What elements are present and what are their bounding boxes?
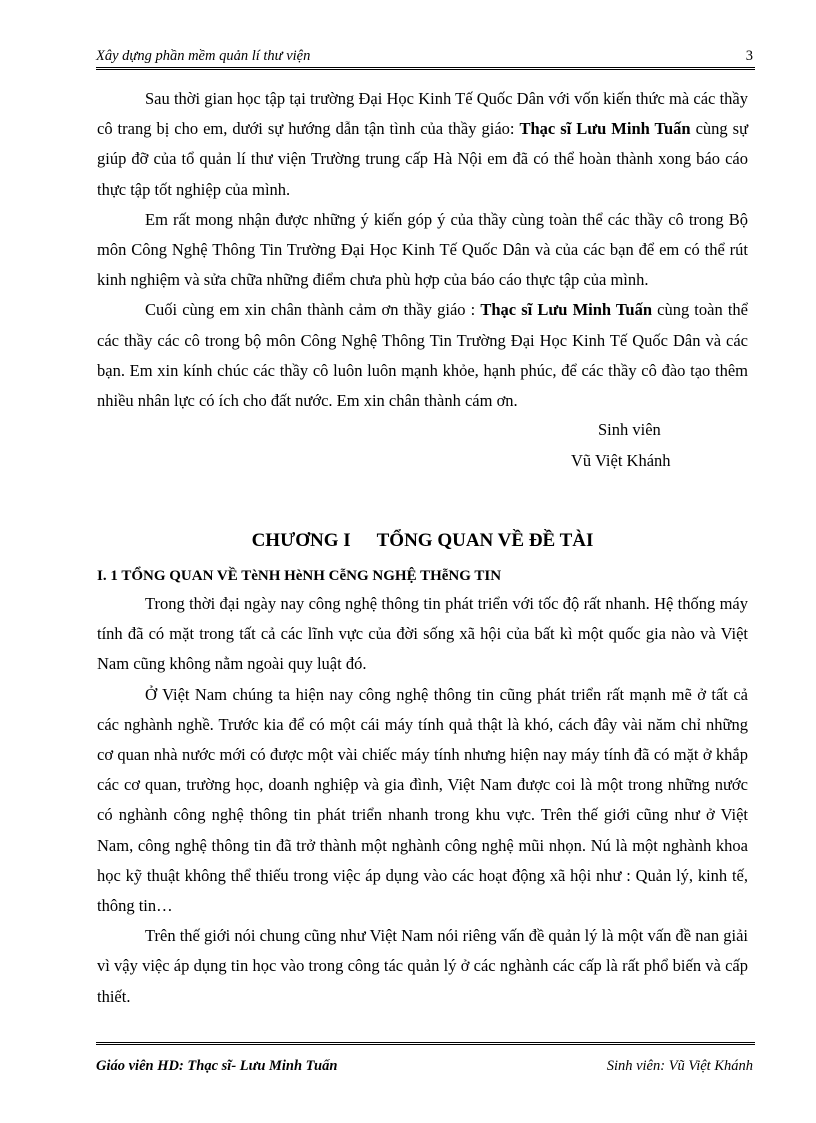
page-footer: [96, 1042, 755, 1082]
footer-student: Sinh viên: Vũ Việt Khánh: [606, 1058, 753, 1074]
acknowledgement-paragraph-1: [97, 84, 748, 205]
section-paragraph-3: Trên thế giới nói chung cũng như Việt Nam nói riêng vấn đề quản lý là một vấn đề nan giải vì vậy việc áp dụng tin học vào trong công tác quản lý ở các nghành các cấp là rất phổ biến và cấp thiết.: [97, 926, 748, 1006]
section-paragraph-2: Ở Việt Nam chúng ta hiện nay công nghệ thông tin cũng phát triển rất mạnh mẽ ở tất cả các nghành nghề. Trước kia để có một cái máy tính quả thật là khó, cách đây vài năm chỉ những cơ quan nhà nước mới có được một vài chiếc máy tính nhưng hiện nay máy tính đã có mặt ở khắp các cơ quan, trường học, doanh nghiệp và gia đình, Việt Nam được coi là một trong những nước có nghành công nghệ thông tin phát triển nhanh trong khu vực. Trên thế giới cũng như ở Việt Nam, công nghệ thông tin đã trở thành một nghành công nghệ mũi nhọn. Nú là một nghành khoa học kỹ thuật không thể thiếu trong việc áp dụng vào các hoạt động xã hội như : Quản lý, kinh tế, thông tin…: [97, 684, 748, 916]
text-run: cùng sự giúp đỡ của tổ quản lí thư viện Trường trung cấp Hà Nội em đã có thể hoàn thành xong báo cáo thực tập tốt nghiệp của mình.: [97, 119, 749, 199]
section-paragraph-1: Trong thời đại ngày nay công nghệ thông tin phát triển với tốc độ rất nhanh. Hệ thống máy tính đã có mặt trong tất cả các lĩnh vực của đời sống xã hội của bất kì một quốc gia nào và Việt Nam cũng không nằm ngoài quy luật đó.: [97, 594, 748, 674]
advisor-name: Thạc sĩ Lưu Minh Tuấn: [519, 119, 691, 139]
text-run: Cuối cùng em xin chân thành cảm ơn thầy giáo :: [145, 300, 481, 320]
advisor-name: Thạc sĩ Lưu Minh Tuấn: [480, 300, 652, 320]
text-run: cùng toàn thể các thầy các cô trong bộ môn Công Nghệ Thông Tin Trường Đại Học Kinh Tế Quốc Dân và các bạn. Em xin kính chúc các thầy cô luôn luôn mạnh khỏe, hạnh phúc, để các thầy cô đào tạo thêm nhiều nhân lực có ích cho đất nước. Em xin chân thành cám ơn.: [97, 300, 748, 411]
page-header: [96, 48, 755, 68]
header-title: Xây dựng phần mềm quản lí thư viện: [96, 48, 311, 64]
footer-rule: [96, 1042, 755, 1043]
acknowledgement-paragraph-2: Em rất mong nhận được những ý kiến góp ý của thầy cùng toàn thể các thầy cô trong Bộ môn Công Nghệ Thông Tin Trường Đại Học Kinh Tế Quốc Dân và của các bạn để em có thể rút kinh nghiệm và sửa chữa những điểm chưa phù hợp của báo cáo thực tập của mình.: [97, 209, 748, 290]
signature-role: Sinh viên: [598, 420, 661, 439]
text-run: Sau thời gian học tập tại trường Đại Học Kinh Tế Quốc Dân với vốn kiến thức mà các thầy cô trang bị cho em, dưới sự hướng dẫn tận tình của thầy giáo:: [97, 89, 748, 139]
section-body: [97, 589, 748, 1012]
chapter-number: CHƯƠNG I: [251, 530, 351, 551]
header-rule: [96, 69, 755, 70]
section-heading: I. 1 TỔNG QUAN VỀ TèNH HèNH CễNG NGHỆ THễNG TIN: [97, 568, 502, 584]
acknowledgement-paragraph-3: [97, 295, 748, 416]
header-rule: [96, 67, 755, 68]
acknowledgement-section: [97, 84, 748, 416]
page-number: 3: [745, 48, 753, 64]
signature-name: Vũ Việt Khánh: [571, 451, 671, 470]
chapter-heading: [97, 530, 748, 552]
footer-advisor: Giáo viên HD: Thạc sĩ- Lưu Minh Tuấn: [96, 1058, 338, 1074]
footer-rule: [96, 1044, 755, 1045]
chapter-title: TỔNG QUAN VỀ ĐỀ TÀI: [376, 530, 594, 551]
